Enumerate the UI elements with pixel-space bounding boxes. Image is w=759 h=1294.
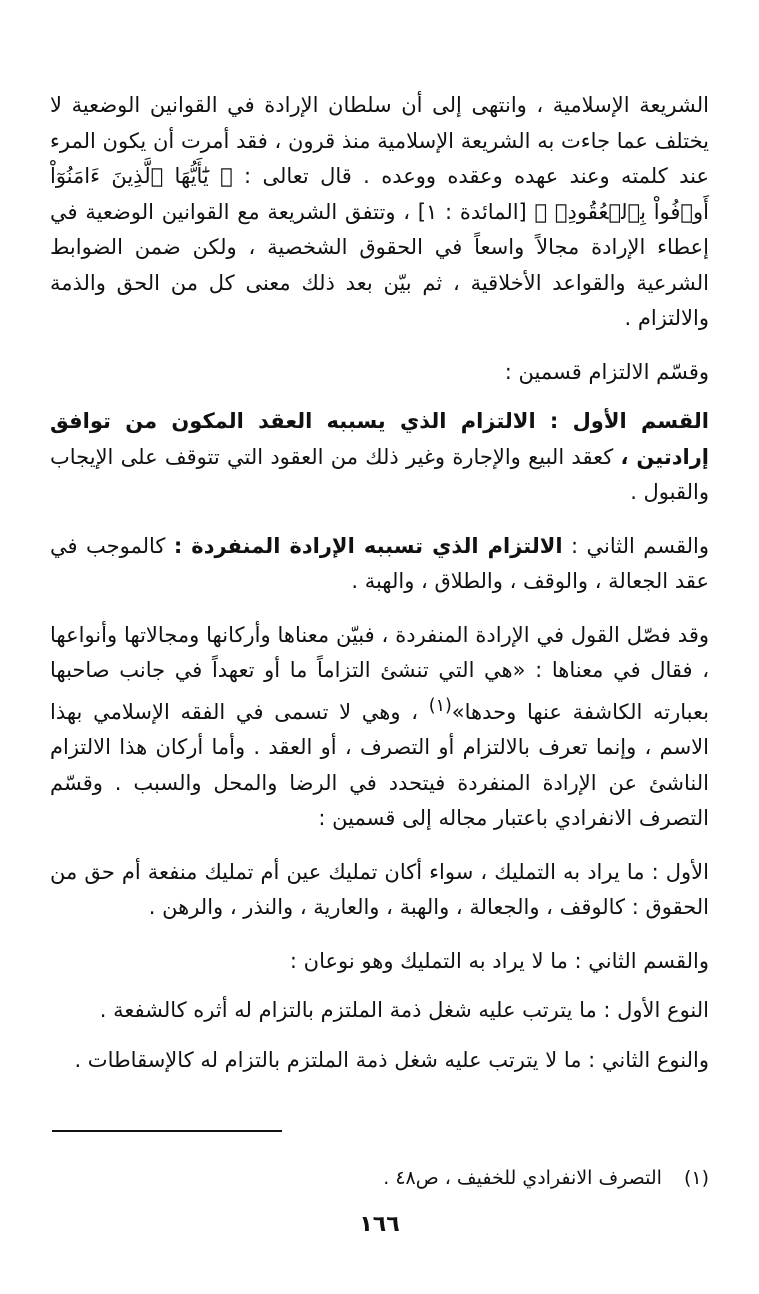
unilateral-will-text-b: ، وهي لا تسمى في الفقه الإسلامي بهذا الاسم ، وإنما تعرف بالالتزام أو التصرف ، أو العقد . وأما أركان هذا الالتزام الناشئ عن الإرادة المنفردة فيتحدد في الرضا والمحل والسبب . وقسّم التصرف الانفرادي باعتبار مجاله إلى قسمين : — [50, 699, 709, 830]
paragraph-intro: الشريعة الإسلامية ، وانتهى إلى أن سلطان الإرادة في القوانين الوضعية لا يختلف عما جاءت به الشريعة الإسلامية منذ قرون ، فقد أمرت أن يكون المرء عند كلمته وعند عهده وعقده ووعده . قال تعالى : ﴿ يَٰٓأَيُّهَا ٱلَّذِينَ ءَامَنُوٓاْ أَوۡفُواْ بِٱلۡعُقُودِۚ ﴾ [المائدة : ١] ، وتتفق الشريعة مع القوانين الوضعية في إعطاء الإرادة مجالاً واسعاً في الحقوق الشخصية ، ولكن ضمن الضوابط الشرعية والقواعد الأخلاقية ، ثم بيّن بعد ذلك معنى كل من الحق والذمة والالتزام . — [50, 93, 709, 330]
paragraph-first-type: الأول : ما يراد به التمليك ، سواء أكان تمليك عين أم تمليك منفعة أم حق من الحقوق : كالوقف ، والجعالة ، والهبة ، والعارية ، والنذر ، والرهن . — [50, 859, 709, 919]
second-section-heading: الالتزام الذي تسببه الإرادة المنفردة : — [173, 533, 563, 558]
paragraph-unilateral-will — [50, 618, 709, 837]
paragraph-second-type: والقسم الثاني : ما لا يراد به التمليك وهو نوعان : — [289, 948, 709, 973]
paragraph-kind-one: النوع الأول : ما يترتب عليه شغل ذمة الملتزم بالتزام له أثره كالشفعة . — [99, 998, 709, 1022]
footnote-number: (١) — [683, 1167, 709, 1189]
footnote-text: التصرف الانفرادي للخفيف ، ص٤٨ . — [383, 1167, 662, 1189]
footnote-reference: (١) — [428, 695, 452, 716]
paragraph-second-section — [50, 529, 709, 600]
first-section-heading: القسم الأول : الالتزام الذي يسببه العقد المكون من توافق إرادتين ، — [50, 409, 709, 469]
footnote-divider — [52, 1130, 282, 1132]
body-text — [50, 88, 709, 1078]
paragraph-kind-two: والنوع الثاني : ما لا يترتب عليه شغل ذمة الملتزم بالتزام له كالإسقاطات . — [74, 1047, 709, 1072]
page-number: ١٦٦ — [359, 1212, 400, 1237]
paragraph-division: وقسّم الالتزام قسمين : — [504, 359, 709, 384]
unilateral-will-text-a: وقد فصّل القول في الإرادة المنفردة ، فبيّن معناها وأركانها ومجالاتها وأنواعها ، فقال في معناها : «هي التي تنشئ التزاماً ما أو تعهداً في جانب صاحبها بعبارته الكاشفة عنها وحدها» — [50, 622, 709, 724]
first-section-text: كعقد البيع والإجارة وغير ذلك من العقود التي تتوقف على الإيجاب والقبول . — [50, 444, 709, 504]
paragraph-first-section — [50, 404, 709, 511]
footnote — [50, 1163, 709, 1193]
second-section-text: كالموجب في عقد الجعالة ، والوقف ، والطلاق ، والهبة . — [50, 533, 709, 593]
second-section-lead: والقسم الثاني : — [562, 533, 709, 558]
